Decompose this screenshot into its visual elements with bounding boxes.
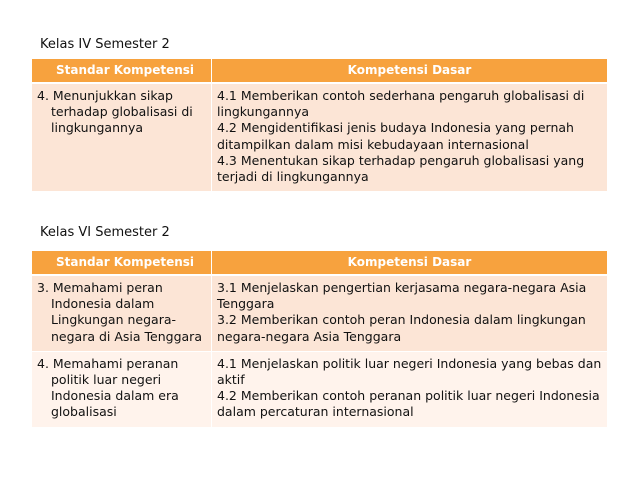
kompetensi-dasar-cell xyxy=(212,275,608,351)
table-row xyxy=(32,351,608,427)
table-row xyxy=(32,275,608,351)
competency-table-kelas-iv xyxy=(31,58,608,192)
kd-item: 4.1 Memberikan contoh sederhana pengaruh globalisasi di lingkungannya xyxy=(217,88,585,120)
standar-kompetensi-cell xyxy=(32,351,212,427)
sk-text: 4. Menunjukkan sikap terhadap globalisasi di lingkungannya xyxy=(37,88,193,136)
header-standar-kompetensi: Standar Kompetensi xyxy=(32,59,212,84)
kd-item: 4.1 Menjelaskan politik luar negeri Indonesia yang bebas dan aktif xyxy=(217,355,602,388)
section-title-kelas-vi: Kelas VI Semester 2 xyxy=(40,225,170,240)
competency-table-kelas-vi xyxy=(31,250,608,428)
kompetensi-dasar-cell xyxy=(212,351,608,427)
standar-kompetensi-cell xyxy=(32,275,212,351)
header-kompetensi-dasar: Kompetensi Dasar xyxy=(212,59,608,84)
kompetensi-dasar-cell xyxy=(212,83,608,192)
standar-kompetensi-cell xyxy=(32,83,212,192)
kd-item: 4.2 Memberikan contoh peranan politik luar negeri Indonesia dalam percaturan internasional xyxy=(217,388,600,420)
kd-item: 3.1 Menjelaskan pengertian kerjasama negara-negara Asia Tenggara xyxy=(217,280,587,312)
header-standar-kompetensi: Standar Kompetensi xyxy=(32,251,212,276)
kd-item: 3.2 Memberikan contoh peran Indonesia dalam lingkungan negara-negara Asia Tenggara xyxy=(217,312,586,344)
sk-text: 3. Memahami peran Indonesia dalam Lingkungan negara-negara di Asia Tenggara xyxy=(37,280,202,344)
sk-text: 4. Memahami peranan politik luar negeri Indonesia dalam era globalisasi xyxy=(37,355,179,420)
table-header-row xyxy=(32,59,608,84)
kd-item: 4.3 Menentukan sikap terhadap pengaruh globalisasi yang terjadi di lingkungannya xyxy=(217,152,585,185)
section-title-kelas-iv: Kelas IV Semester 2 xyxy=(40,37,170,52)
kd-item: 4.2 Mengidentifikasi jenis budaya Indonesia yang pernah ditampilkan dalam misi kebudayaan internasional xyxy=(217,120,574,152)
table-row xyxy=(32,83,608,192)
table-header-row xyxy=(32,251,608,276)
header-kompetensi-dasar: Kompetensi Dasar xyxy=(212,251,608,276)
